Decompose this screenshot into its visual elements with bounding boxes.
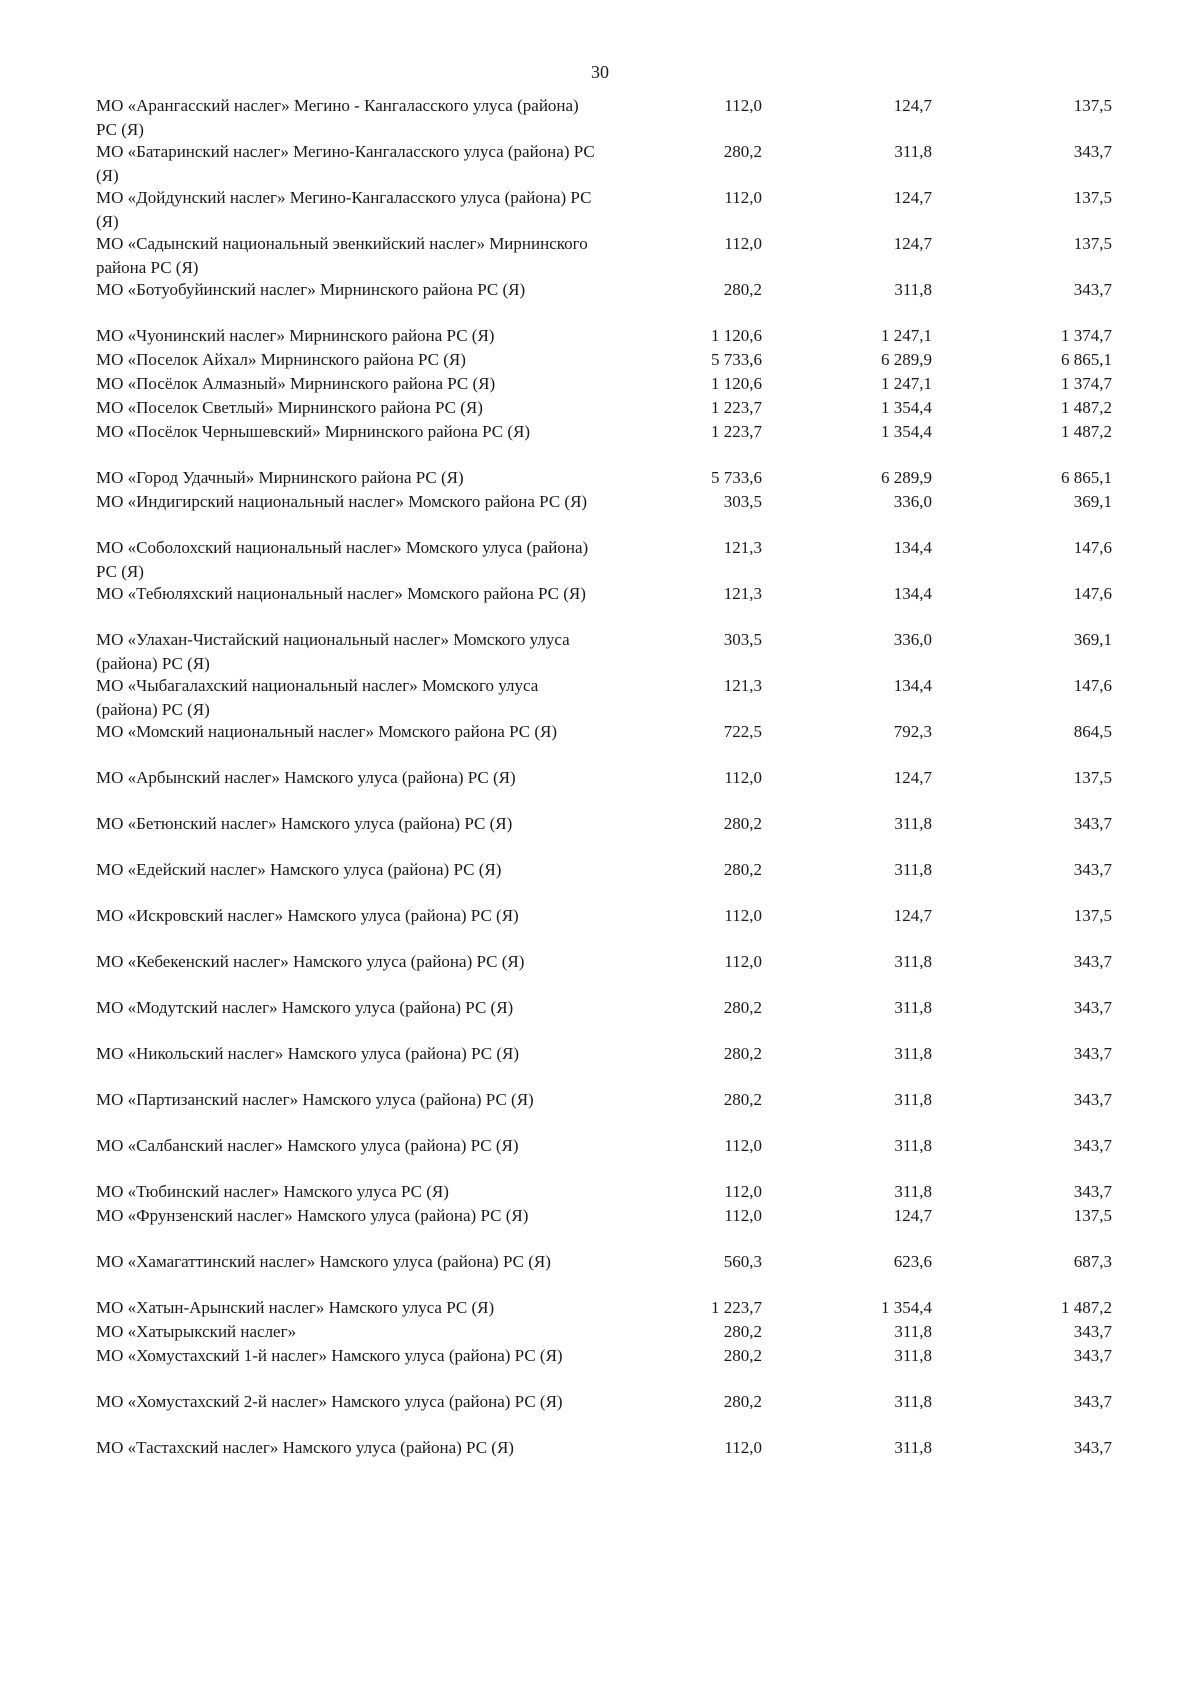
value-col-3: 343,7 [1073,1136,1112,1155]
value-col-2: 124,7 [893,96,932,115]
value-col-2: 1 354,4 [881,422,932,441]
value-col-2: 311,8 [894,952,932,971]
value-col-1: 112,0 [724,234,762,253]
value-col-3: 147,6 [1073,538,1112,557]
value-col-3: 343,7 [1073,1044,1112,1063]
value-col-3: 369,1 [1073,630,1112,649]
value-col-1: 121,3 [723,676,762,695]
value-col-3: 137,5 [1073,906,1112,925]
value-col-3: 137,5 [1073,1206,1112,1225]
value-col-2: 6 289,9 [881,350,932,369]
municipality-name: МО «Кебекенский наслег» Намского улуса (района) РС (Я) [96,952,525,971]
value-col-2: 311,8 [894,1438,932,1457]
municipality-name: МО «Дойдунский наслег» Мегино-Кангаласского улуса (района) РС (Я) [96,188,592,231]
municipality-name: МО «Никольский наслег» Намского улуса (района) РС (Я) [96,1044,519,1063]
value-col-3: 864,5 [1073,722,1112,741]
value-col-2: 311,8 [894,1322,932,1341]
value-col-3: 343,7 [1073,1182,1112,1201]
municipality-name: МО «Момский национальный наслег» Момского района РС (Я) [96,722,558,741]
municipality-name: МО «Тастахский наслег» Намского улуса (района) РС (Я) [96,1438,514,1457]
table-row [0,1088,1200,1138]
table-row [0,996,1200,1046]
value-col-3: 343,7 [1073,142,1112,161]
value-col-2: 6 289,9 [881,468,932,487]
table-row [0,1390,1200,1440]
value-col-2: 134,4 [893,538,932,557]
table-row [0,536,1200,586]
value-col-3: 6 865,1 [1061,468,1112,487]
municipality-name: МО «Салбанский наслег» Намского улуса (района) РС (Я) [96,1136,519,1155]
table-row [0,1250,1200,1300]
municipality-name: МО «Хомустахский 1-й наслег» Намского улуса (района) РС (Я) [96,1346,563,1365]
municipality-name: МО «Арбынский наслег» Намского улуса (района) РС (Я) [96,768,516,787]
municipality-name: МО «Батаринский наслег» Мегино-Кангаласского улуса (района) РС (Я) [96,142,595,185]
value-col-2: 336,0 [893,630,932,649]
page-number: 30 [591,62,609,82]
value-col-2: 124,7 [893,1206,932,1225]
value-col-1: 112,0 [724,1438,762,1457]
value-col-2: 311,8 [894,814,932,833]
value-col-2: 311,8 [894,1044,932,1063]
value-col-2: 124,7 [893,234,932,253]
table-row [0,232,1200,282]
value-col-2: 311,8 [894,860,932,879]
value-col-1: 1 120,6 [711,374,762,393]
value-col-2: 311,8 [894,142,932,161]
municipality-name: МО «Ботуобуйинский наслег» Мирнинского района РС (Я) [96,280,526,299]
value-col-2: 1 247,1 [881,326,932,345]
value-col-2: 311,8 [894,1090,932,1109]
value-col-1: 280,2 [723,814,762,833]
value-col-1: 112,0 [724,96,762,115]
value-col-3: 369,1 [1073,492,1112,511]
value-col-3: 137,5 [1073,96,1112,115]
value-col-3: 343,7 [1073,814,1112,833]
value-col-2: 311,8 [894,1182,932,1201]
value-col-2: 311,8 [894,1346,932,1365]
value-col-2: 311,8 [894,1392,932,1411]
table-row [0,950,1200,1000]
value-col-1: 722,5 [723,722,762,741]
municipality-name: МО «Поселок Айхал» Мирнинского района РС (Я) [96,350,466,369]
municipality-name: МО «Поселок Светлый» Мирнинского района РС (Я) [96,398,483,417]
value-col-1: 303,5 [723,630,762,649]
municipality-name: МО «Едейский наслег» Намского улуса (района) РС (Я) [96,860,502,879]
municipality-name: МО «Хатын-Арынский наслег» Намского улуса РС (Я) [96,1298,495,1317]
table-row [0,674,1200,724]
value-col-2: 1 354,4 [881,1298,932,1317]
table-row [0,766,1200,816]
table-row [0,94,1200,144]
value-col-3: 343,7 [1073,280,1112,299]
value-col-1: 280,2 [723,1322,762,1341]
value-col-1: 280,2 [723,1346,762,1365]
municipality-name: МО «Город Удачный» Мирнинского района РС (Я) [96,468,464,487]
value-col-1: 112,0 [724,188,762,207]
table-row [0,582,1200,632]
municipality-name: МО «Тебюляхский национальный наслег» Момского района РС (Я) [96,584,586,603]
value-col-3: 137,5 [1073,188,1112,207]
table-row [0,628,1200,678]
table-row [0,720,1200,770]
table-row [0,1204,1200,1254]
value-col-3: 343,7 [1073,1090,1112,1109]
value-col-1: 5 733,6 [711,468,762,487]
value-col-1: 112,0 [724,1182,762,1201]
value-col-3: 147,6 [1073,584,1112,603]
value-col-3: 1 374,7 [1061,326,1112,345]
value-col-2: 623,6 [893,1252,932,1271]
table-row [0,140,1200,190]
value-col-1: 280,2 [723,1090,762,1109]
value-col-3: 687,3 [1073,1252,1112,1271]
value-col-1: 121,3 [723,538,762,557]
value-col-1: 280,2 [723,280,762,299]
table-row [0,858,1200,908]
municipality-name: МО «Хомустахский 2-й наслег» Намского улуса (района) РС (Я) [96,1392,563,1411]
value-col-3: 343,7 [1073,1392,1112,1411]
value-col-1: 112,0 [724,1206,762,1225]
value-col-3: 6 865,1 [1061,350,1112,369]
table-row [0,420,1200,470]
value-col-1: 280,2 [723,1392,762,1411]
municipality-name: МО «Индигирский национальный наслег» Момского района РС (Я) [96,492,588,511]
municipality-name: МО «Тюбинский наслег» Намского улуса РС (Я) [96,1182,449,1201]
value-col-2: 311,8 [894,280,932,299]
value-col-3: 137,5 [1073,768,1112,787]
value-col-1: 112,0 [724,952,762,971]
value-col-1: 280,2 [723,998,762,1017]
value-col-2: 124,7 [893,768,932,787]
municipality-name: МО «Соболохский национальный наслег» Момского улуса (района) РС (Я) [96,538,589,581]
value-col-1: 1 223,7 [711,1298,762,1317]
value-col-1: 280,2 [723,860,762,879]
table-row [0,1042,1200,1092]
value-col-3: 343,7 [1073,952,1112,971]
value-col-3: 343,7 [1073,860,1112,879]
value-col-2: 311,8 [894,1136,932,1155]
table-row [0,1134,1200,1184]
table-row [0,490,1200,540]
table-row [0,1436,1200,1486]
municipality-name: МО «Арангасский наслег» Мегино - Кангаласского улуса (района) РС (Я) [96,96,579,139]
table-row [0,812,1200,862]
value-col-1: 560,3 [723,1252,762,1271]
value-col-3: 137,5 [1073,234,1112,253]
value-col-2: 124,7 [893,906,932,925]
value-col-3: 343,7 [1073,1438,1112,1457]
value-col-1: 5 733,6 [711,350,762,369]
value-col-2: 124,7 [893,188,932,207]
value-col-3: 1 487,2 [1061,398,1112,417]
value-col-3: 343,7 [1073,998,1112,1017]
table-row [0,278,1200,328]
value-col-1: 1 223,7 [711,422,762,441]
value-col-1: 121,3 [723,584,762,603]
value-col-2: 792,3 [893,722,932,741]
value-col-1: 1 223,7 [711,398,762,417]
value-col-3: 147,6 [1073,676,1112,695]
value-col-2: 134,4 [893,676,932,695]
value-col-3: 1 487,2 [1061,422,1112,441]
municipality-name: МО «Посёлок Алмазный» Мирнинского района РС (Я) [96,374,496,393]
value-col-3: 1 374,7 [1061,374,1112,393]
value-col-1: 112,0 [724,768,762,787]
municipality-name: МО «Чуонинский наслег» Мирнинского района РС (Я) [96,326,495,345]
table-row [0,186,1200,236]
value-col-1: 280,2 [723,142,762,161]
value-col-2: 311,8 [894,998,932,1017]
municipality-name: МО «Посёлок Чернышевский» Мирнинского района РС (Я) [96,422,531,441]
value-col-3: 343,7 [1073,1322,1112,1341]
value-col-2: 336,0 [893,492,932,511]
value-col-3: 1 487,2 [1061,1298,1112,1317]
municipality-name: МО «Хатырыкский наслег» [96,1322,297,1341]
value-col-2: 1 354,4 [881,398,932,417]
value-col-3: 343,7 [1073,1346,1112,1365]
municipality-name: МО «Фрунзенский наслег» Намского улуса (района) РС (Я) [96,1206,529,1225]
municipality-name: МО «Искровский наслег» Намского улуса (района) РС (Я) [96,906,519,925]
value-col-1: 1 120,6 [711,326,762,345]
value-col-1: 280,2 [723,1044,762,1063]
municipality-name: МО «Бетюнский наслег» Намского улуса (района) РС (Я) [96,814,513,833]
municipality-name: МО «Садынский национальный эвенкийский наслег» Мирнинского района РС (Я) [96,234,588,277]
value-col-1: 303,5 [723,492,762,511]
table-row [0,904,1200,954]
municipality-name: МО «Чыбагалахский национальный наслег» Момского улуса (района) РС (Я) [96,676,539,719]
municipality-name: МО «Хамагаттинский наслег» Намского улуса (района) РС (Я) [96,1252,551,1271]
value-col-2: 134,4 [893,584,932,603]
value-col-1: 112,0 [724,906,762,925]
municipality-name: МО «Улахан-Чистайский национальный наслег» Момского улуса (района) РС (Я) [96,630,570,673]
municipality-name: МО «Модутский наслег» Намского улуса (района) РС (Я) [96,998,514,1017]
table-row [0,1344,1200,1394]
value-col-1: 112,0 [724,1136,762,1155]
municipality-name: МО «Партизанский наслег» Намского улуса (района) РС (Я) [96,1090,534,1109]
value-col-2: 1 247,1 [881,374,932,393]
